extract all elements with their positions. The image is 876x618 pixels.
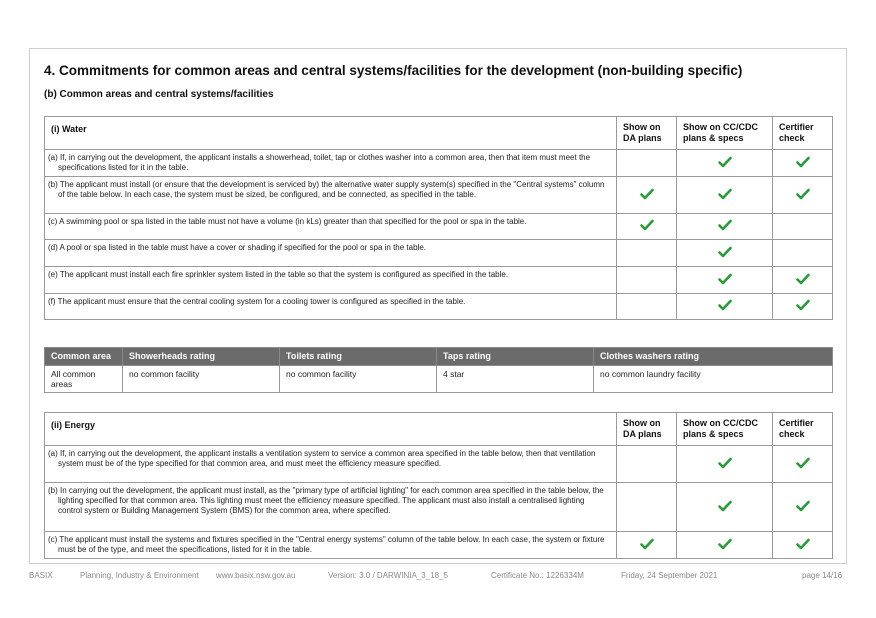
col-da-header: Show on DA plans	[617, 413, 677, 446]
col-cert-header: Certifier check	[773, 413, 833, 446]
check-icon	[718, 273, 732, 285]
check-icon	[718, 156, 732, 168]
water-cert-cell	[773, 177, 833, 214]
energy-cc-cell	[677, 532, 773, 559]
water-cert-cell	[773, 150, 833, 177]
energy-cc-cell	[677, 483, 773, 532]
water-row	[45, 240, 833, 267]
check-icon	[796, 538, 810, 550]
check-icon	[640, 188, 654, 200]
water-cc-cell	[677, 214, 773, 240]
water-da-cell	[617, 240, 677, 267]
footer-certificate: Certificate No.: 1226334M	[491, 571, 584, 580]
fixtures-header-toilets: Toilets rating	[280, 348, 437, 366]
water-cert-cell	[773, 294, 833, 320]
check-icon	[796, 457, 810, 469]
energy-commitment-text: (c) The applicant must install the systems and fixtures specified in the "Central energy systems" column of the table below. In each case, the system or fixture must be of the type, and meet the specifications, listed for it in the table.	[45, 532, 617, 559]
water-cc-cell	[677, 267, 773, 294]
water-da-cell	[617, 267, 677, 294]
col-cert-header: Certifier check	[773, 117, 833, 150]
energy-row	[45, 446, 833, 483]
energy-row	[45, 532, 833, 559]
energy-commitments-table	[44, 412, 833, 559]
water-row	[45, 177, 833, 214]
fixtures-cell-toilets: no common facility	[280, 366, 437, 393]
water-cc-cell	[677, 150, 773, 177]
water-cert-cell	[773, 240, 833, 267]
col-da-header: Show on DA plans	[617, 117, 677, 150]
footer-url[interactable]: www.basix.nsw.gov.au	[216, 571, 296, 580]
water-commitment-text: (d) A pool or spa listed in the table must have a cover or shading if specified for the pool or spa in the table.	[45, 240, 617, 267]
water-cert-cell	[773, 214, 833, 240]
energy-row	[45, 483, 833, 532]
energy-cert-cell	[773, 483, 833, 532]
water-da-cell	[617, 177, 677, 214]
fixtures-row	[45, 366, 833, 393]
footer-version: Version: 3.0 / DARWINIA_3_18_5	[328, 571, 448, 580]
common-area-fixtures-table	[44, 347, 833, 393]
water-row	[45, 294, 833, 320]
fixtures-cell-showerheads: no common facility	[123, 366, 280, 393]
footer-dept: Planning, Industry & Environment	[80, 571, 199, 580]
footer-page: page 14/16	[802, 571, 843, 580]
fixtures-header-showerheads: Showerheads rating	[123, 348, 280, 366]
water-commitment-text: (a) If, in carrying out the development, the applicant installs a showerhead, toilet, tap or clothes washer into a common area, then that item must meet the specifications listed for it in the table.	[45, 150, 617, 177]
subsection-title: (b) Common areas and central systems/facilities	[44, 89, 274, 100]
water-cc-cell	[677, 177, 773, 214]
fixtures-cell-common-area: All common areas	[45, 366, 123, 393]
section-title: 4. Commitments for common areas and central systems/facilities for the development (non-building specific)	[44, 63, 743, 78]
energy-commitment-text: (a) If, in carrying out the development, the applicant installs a ventilation system to service a common area specified in the table below, then that ventilation system must be of the type specified for that common area, and must meet the efficiency measure specified.	[45, 446, 617, 483]
energy-cc-cell	[677, 446, 773, 483]
water-cc-cell	[677, 294, 773, 320]
water-da-cell	[617, 214, 677, 240]
energy-commitment-text: (b) In carrying out the development, the applicant must install, as the "primary type of artificial lighting" for each common area specified in the table below, the lighting specified for that common area. This lighting must meet the efficiency measure specified. The applicant must also install a centralised lighting control system or Building Management System (BMS) for the common area, where specified.	[45, 483, 617, 532]
check-icon	[640, 538, 654, 550]
water-row	[45, 150, 833, 177]
check-icon	[796, 299, 810, 311]
energy-da-cell	[617, 532, 677, 559]
check-icon	[796, 156, 810, 168]
footer-date: Friday, 24 September 2021	[621, 571, 718, 580]
check-icon	[718, 500, 732, 512]
water-da-cell	[617, 150, 677, 177]
water-cert-cell	[773, 267, 833, 294]
water-commitments-table	[44, 116, 833, 320]
fixtures-cell-taps: 4 star	[437, 366, 594, 393]
water-header-row	[45, 117, 833, 150]
check-icon	[640, 219, 654, 231]
energy-da-cell	[617, 446, 677, 483]
fixtures-header-taps: Taps rating	[437, 348, 594, 366]
check-icon	[796, 188, 810, 200]
check-icon	[718, 246, 732, 258]
water-commitment-text: (e) The applicant must install each fire sprinkler system listed in the table so that the system is configured as specified in the table.	[45, 267, 617, 294]
fixtures-header-common-area: Common area	[45, 348, 123, 366]
water-cc-cell	[677, 240, 773, 267]
water-row	[45, 214, 833, 240]
check-icon	[718, 538, 732, 550]
energy-da-cell	[617, 483, 677, 532]
check-icon	[718, 219, 732, 231]
water-commitment-text: (b) The applicant must install (or ensure that the development is serviced by) the alternative water supply system(s) specified in the "Central systems" column of the table below. In each case, the system must be sized, be configured, and be connected, as specified in the table.	[45, 177, 617, 214]
fixtures-header-clothes-washers: Clothes washers rating	[594, 348, 833, 366]
check-icon	[796, 273, 810, 285]
fixtures-header-row	[45, 348, 833, 366]
energy-cert-cell	[773, 532, 833, 559]
check-icon	[796, 500, 810, 512]
energy-cert-cell	[773, 446, 833, 483]
water-title: (i) Water	[45, 117, 617, 150]
water-commitment-text: (f) The applicant must ensure that the central cooling system for a cooling tower is configured as specified in the table.	[45, 294, 617, 320]
water-da-cell	[617, 294, 677, 320]
energy-header-row	[45, 413, 833, 446]
fixtures-cell-clothes-washers: no common laundry facility	[594, 366, 833, 393]
col-cc-header: Show on CC/CDC plans & specs	[677, 413, 773, 446]
water-row	[45, 267, 833, 294]
check-icon	[718, 299, 732, 311]
footer-brand: BASIX	[29, 571, 53, 580]
check-icon	[718, 457, 732, 469]
water-commitment-text: (c) A swimming pool or spa listed in the table must not have a volume (in kLs) greater than that specified for the pool or spa in the table.	[45, 214, 617, 240]
col-cc-header: Show on CC/CDC plans & specs	[677, 117, 773, 150]
check-icon	[718, 188, 732, 200]
energy-title: (ii) Energy	[45, 413, 617, 446]
